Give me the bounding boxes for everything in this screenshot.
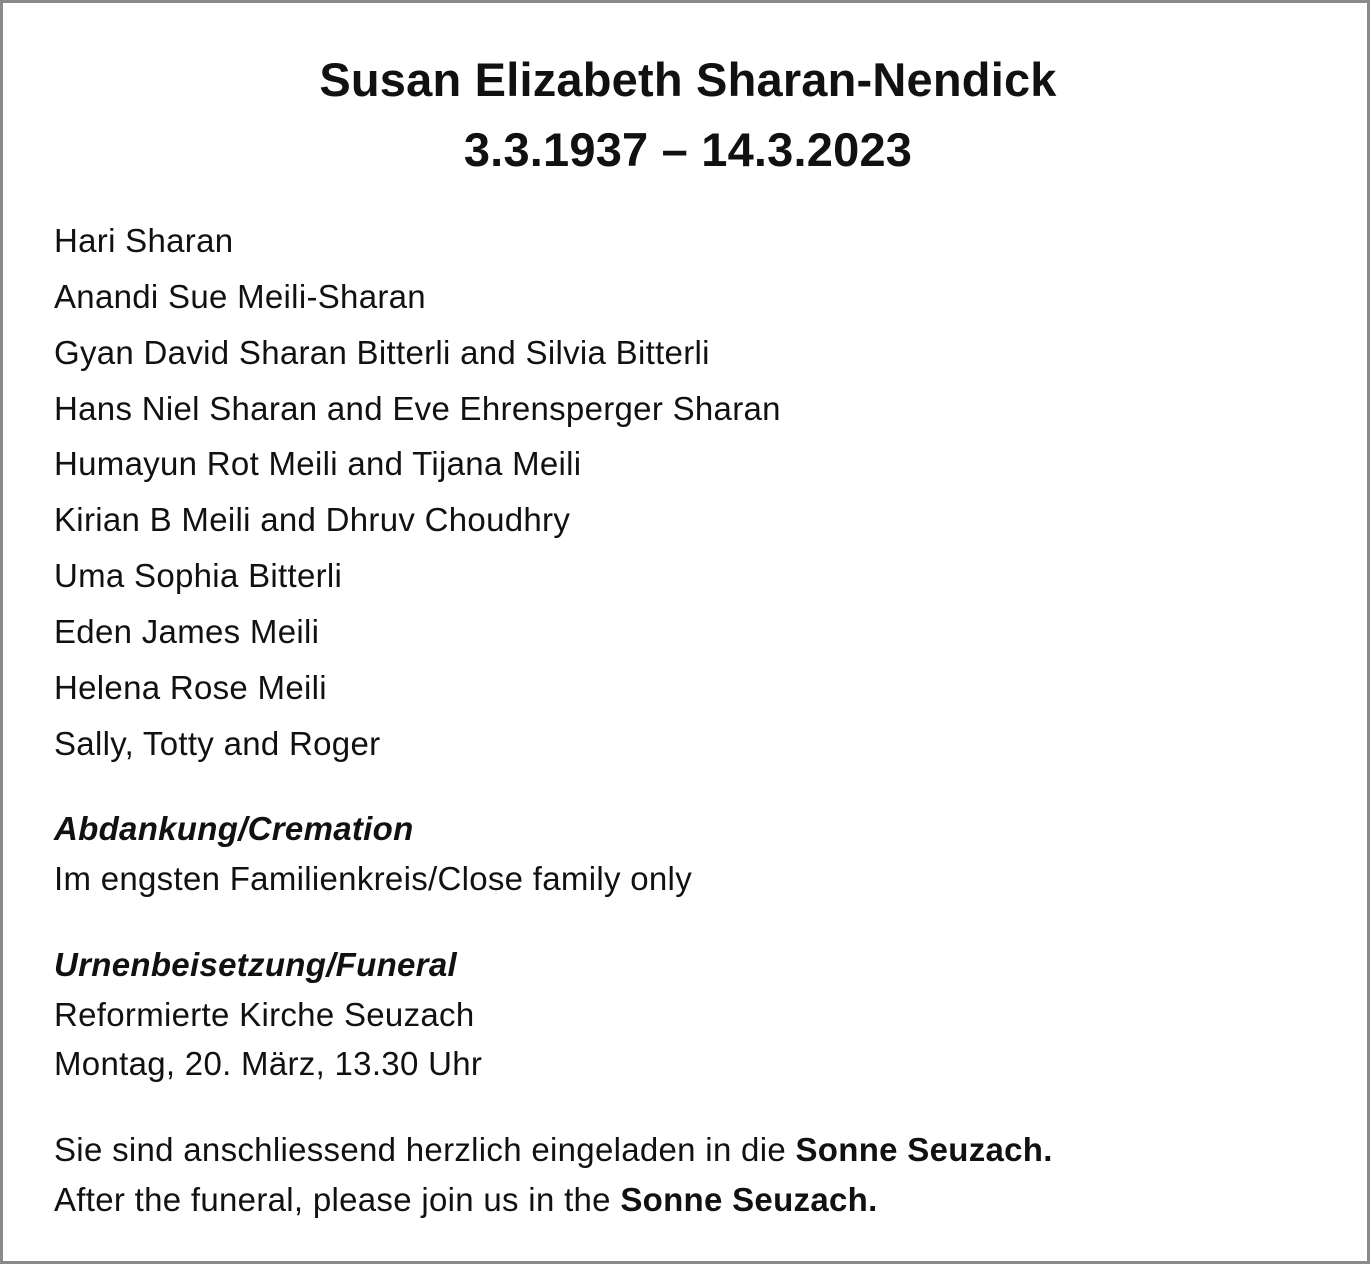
mourner-item: Sally, Totty and Roger <box>54 725 381 762</box>
invitation-english-text: After the funeral, please join us in the <box>54 1181 621 1218</box>
funeral-location: Reformierte Kirche Seuzach <box>54 996 475 1033</box>
mourner-item: Uma Sophia Bitterli <box>54 557 343 594</box>
mourner-item: Gyan David Sharan Bitterli and Silvia Bitterli <box>54 334 710 371</box>
mourner-item: Helena Rose Meili <box>54 669 327 706</box>
invitation-english-place: Sonne Seuzach. <box>620 1181 878 1218</box>
invitation-german-text: Sie sind anschliessend herzlich eingeladen in die <box>54 1131 796 1168</box>
funeral-datetime: Montag, 20. März, 13.30 Uhr <box>54 1045 483 1082</box>
mourner-item: Kirian B Meili and Dhruv Choudhry <box>54 501 571 538</box>
funeral-heading: Urnenbeisetzung/Funeral <box>54 946 457 983</box>
mourner-item: Hari Sharan <box>54 222 234 259</box>
mourner-item: Anandi Sue Meili-Sharan <box>54 278 426 315</box>
cremation-detail: Im engsten Familienkreis/Close family only <box>54 860 692 897</box>
mourner-item: Eden James Meili <box>54 613 320 650</box>
life-dates: 3.3.1937 – 14.3.2023 <box>463 123 913 176</box>
invitation-english <box>54 1180 878 1220</box>
mourner-item: Humayun Rot Meili and Tijana Meili <box>54 445 582 482</box>
deceased-name: Susan Elizabeth Sharan-Nendick <box>319 53 1057 106</box>
mourner-item: Hans Niel Sharan and Eve Ehrensperger Sharan <box>54 390 781 427</box>
cremation-heading: Abdankung/Cremation <box>54 810 414 847</box>
invitation-german-place: Sonne Seuzach. <box>795 1131 1053 1168</box>
invitation-german <box>54 1130 1053 1170</box>
